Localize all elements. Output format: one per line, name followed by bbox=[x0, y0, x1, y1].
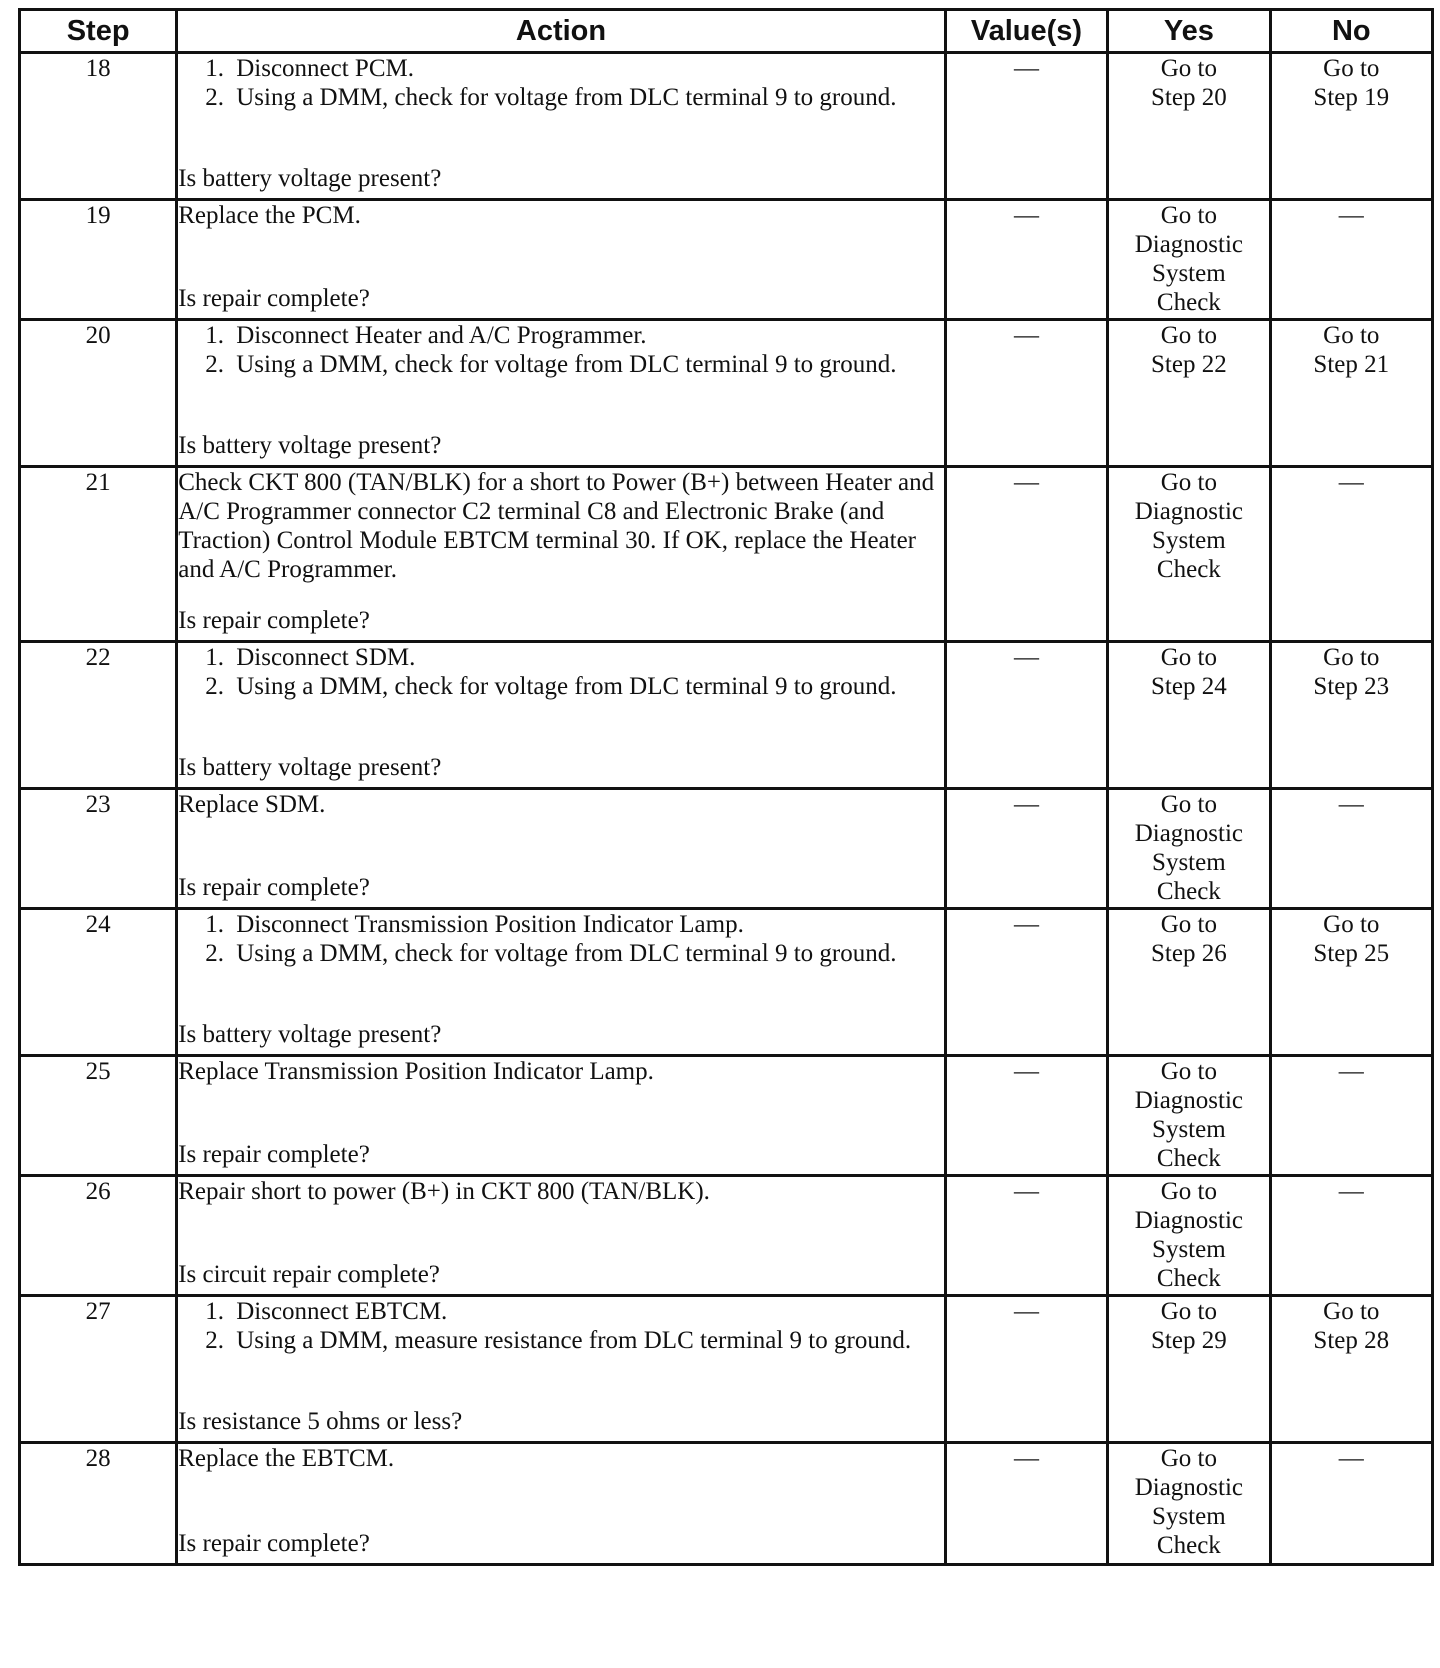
yes-result-line: System bbox=[1152, 849, 1226, 876]
yes-result-line: System bbox=[1152, 1116, 1226, 1143]
step-number: 22 bbox=[20, 642, 177, 789]
no-result-line: Step 19 bbox=[1313, 84, 1390, 111]
no-result-line: — bbox=[1338, 791, 1364, 818]
value-cell: — bbox=[945, 642, 1107, 789]
action-content bbox=[178, 321, 944, 460]
value-cell: — bbox=[945, 320, 1107, 467]
action-step-item: 1. Disconnect EBTCM. bbox=[230, 1297, 944, 1326]
value-cell: — bbox=[945, 467, 1107, 642]
no-cell bbox=[1270, 789, 1432, 909]
value-cell: — bbox=[945, 200, 1107, 320]
action-text: Replace Transmission Position Indicator Lamp. bbox=[178, 1058, 654, 1085]
action-question: Is repair complete? bbox=[178, 874, 370, 901]
action-text: Repair short to power (B+) in CKT 800 (TAN/BLK). bbox=[178, 1178, 710, 1205]
no-result-line: — bbox=[1338, 1445, 1364, 1472]
header-step: Step bbox=[20, 10, 177, 53]
yes-cell bbox=[1108, 909, 1270, 1056]
value-cell: — bbox=[945, 1056, 1107, 1176]
action-spacer bbox=[178, 112, 944, 164]
yes-result-line: Step 24 bbox=[1151, 673, 1227, 700]
action-question: Is battery voltage present? bbox=[178, 432, 442, 459]
yes-result-line: Step 22 bbox=[1151, 351, 1227, 378]
table-row bbox=[20, 909, 1433, 1056]
yes-result-line: Go to bbox=[1160, 1058, 1217, 1085]
yes-result-line: Check bbox=[1156, 289, 1221, 316]
step-number: 28 bbox=[20, 1443, 177, 1565]
yes-cell bbox=[1108, 642, 1270, 789]
action-cell bbox=[177, 909, 946, 1056]
action-step-item: 2. Using a DMM, check for voltage from DLC terminal 9 to ground. bbox=[230, 83, 944, 112]
no-result-line: Step 21 bbox=[1313, 351, 1390, 378]
yes-cell bbox=[1108, 53, 1270, 200]
value-cell: — bbox=[945, 53, 1107, 200]
header-action: Action bbox=[177, 10, 946, 53]
action-step-item: 2. Using a DMM, measure resistance from DLC terminal 9 to ground. bbox=[230, 1326, 944, 1355]
no-result-line: Go to bbox=[1323, 322, 1380, 349]
action-text: Check CKT 800 (TAN/BLK) for a short to Power (B+) between Heater and A/C Programmer connector C2 terminal C8 and Electronic Brake (and Traction) Control Module EBTCM terminal 30. If OK, replace the Heater and A/C Programmer. bbox=[178, 469, 935, 583]
action-content bbox=[178, 54, 944, 193]
action-content bbox=[178, 201, 944, 313]
action-cell bbox=[177, 1176, 946, 1296]
no-cell bbox=[1270, 467, 1432, 642]
no-cell bbox=[1270, 1056, 1432, 1176]
step-number: 20 bbox=[20, 320, 177, 467]
action-cell bbox=[177, 320, 946, 467]
action-steps-list bbox=[178, 1297, 944, 1355]
step-number: 21 bbox=[20, 467, 177, 642]
action-content bbox=[178, 910, 944, 1049]
action-step-item: 2. Using a DMM, check for voltage from DLC terminal 9 to ground. bbox=[230, 672, 944, 701]
no-result-line: Step 23 bbox=[1313, 673, 1390, 700]
step-number: 19 bbox=[20, 200, 177, 320]
action-question: Is repair complete? bbox=[178, 285, 370, 312]
yes-result-line: Check bbox=[1156, 1145, 1221, 1172]
value-cell: — bbox=[945, 909, 1107, 1056]
no-result-line: Step 25 bbox=[1313, 940, 1390, 967]
yes-result-line: Go to bbox=[1160, 911, 1217, 938]
action-content bbox=[178, 1057, 944, 1169]
yes-result-line: Go to bbox=[1160, 322, 1217, 349]
yes-cell bbox=[1108, 1296, 1270, 1443]
no-result-line: Go to bbox=[1323, 911, 1380, 938]
step-number: 18 bbox=[20, 53, 177, 200]
action-spacer bbox=[178, 1086, 944, 1140]
action-steps-list bbox=[178, 54, 944, 112]
table-row bbox=[20, 320, 1433, 467]
action-question: Is battery voltage present? bbox=[178, 754, 442, 781]
yes-result-line: Diagnostic bbox=[1134, 1474, 1244, 1501]
action-content bbox=[178, 643, 944, 782]
action-question: Is repair complete? bbox=[178, 607, 370, 634]
yes-result-line: Check bbox=[1156, 556, 1221, 583]
header-yes: Yes bbox=[1108, 10, 1270, 53]
no-cell bbox=[1270, 909, 1432, 1056]
value-cell: — bbox=[945, 789, 1107, 909]
action-cell bbox=[177, 1296, 946, 1443]
action-steps-list bbox=[178, 321, 944, 379]
action-step-item: 1. Disconnect Heater and A/C Programmer. bbox=[230, 321, 944, 350]
action-content bbox=[178, 1297, 944, 1436]
table-row bbox=[20, 1443, 1433, 1565]
yes-result-line: Diagnostic bbox=[1134, 820, 1244, 847]
action-cell bbox=[177, 642, 946, 789]
yes-result-line: Go to bbox=[1160, 1445, 1217, 1472]
yes-result-line: System bbox=[1152, 1236, 1226, 1263]
action-question: Is battery voltage present? bbox=[178, 1021, 442, 1048]
action-step-item: 1. Disconnect PCM. bbox=[230, 54, 944, 83]
yes-result-line: Go to bbox=[1160, 1298, 1217, 1325]
no-result-line: Go to bbox=[1323, 55, 1380, 82]
yes-result-line: Step 20 bbox=[1151, 84, 1227, 111]
yes-cell bbox=[1108, 320, 1270, 467]
header-no: No bbox=[1270, 10, 1432, 53]
yes-cell bbox=[1108, 467, 1270, 642]
action-spacer bbox=[178, 230, 944, 284]
yes-result-line: Check bbox=[1156, 1532, 1221, 1559]
action-steps-list bbox=[178, 643, 944, 701]
table-body bbox=[20, 53, 1433, 1565]
yes-result-line: Go to bbox=[1160, 1178, 1217, 1205]
table-row bbox=[20, 1176, 1433, 1296]
yes-result-line: System bbox=[1152, 260, 1226, 287]
yes-result-line: Diagnostic bbox=[1134, 498, 1244, 525]
yes-result-line: Go to bbox=[1160, 791, 1217, 818]
step-number: 23 bbox=[20, 789, 177, 909]
no-cell bbox=[1270, 1296, 1432, 1443]
yes-result-line: Diagnostic bbox=[1134, 1207, 1244, 1234]
yes-result-line: Step 26 bbox=[1151, 940, 1227, 967]
yes-result-line: Go to bbox=[1160, 469, 1217, 496]
action-content bbox=[178, 1177, 944, 1289]
action-text: Replace SDM. bbox=[178, 791, 326, 818]
step-number: 26 bbox=[20, 1176, 177, 1296]
no-result-line: — bbox=[1338, 469, 1364, 496]
yes-cell bbox=[1108, 1176, 1270, 1296]
table-row bbox=[20, 1296, 1433, 1443]
action-cell bbox=[177, 53, 946, 200]
no-cell bbox=[1270, 1443, 1432, 1565]
action-steps-list bbox=[178, 910, 944, 968]
action-step-item: 2. Using a DMM, check for voltage from DLC terminal 9 to ground. bbox=[230, 939, 944, 968]
diagnostic-table bbox=[18, 8, 1434, 1566]
action-step-item: 1. Disconnect SDM. bbox=[230, 643, 944, 672]
table-row bbox=[20, 642, 1433, 789]
action-spacer bbox=[178, 1473, 944, 1529]
action-question: Is battery voltage present? bbox=[178, 165, 442, 192]
no-cell bbox=[1270, 53, 1432, 200]
table-row bbox=[20, 789, 1433, 909]
no-result-line: — bbox=[1338, 1178, 1364, 1205]
action-spacer bbox=[178, 584, 944, 606]
no-result-line: — bbox=[1338, 202, 1364, 229]
action-spacer bbox=[178, 379, 944, 431]
step-number: 25 bbox=[20, 1056, 177, 1176]
value-cell: — bbox=[945, 1296, 1107, 1443]
yes-cell bbox=[1108, 200, 1270, 320]
action-cell bbox=[177, 467, 946, 642]
yes-result-line: Diagnostic bbox=[1134, 231, 1244, 258]
no-cell bbox=[1270, 200, 1432, 320]
action-content bbox=[178, 1444, 944, 1558]
action-cell bbox=[177, 1443, 946, 1565]
action-spacer bbox=[178, 968, 944, 1020]
yes-cell bbox=[1108, 789, 1270, 909]
action-question: Is repair complete? bbox=[178, 1141, 370, 1168]
yes-result-line: System bbox=[1152, 1503, 1226, 1530]
yes-result-line: Go to bbox=[1160, 202, 1217, 229]
header-values: Value(s) bbox=[945, 10, 1107, 53]
yes-result-line: Check bbox=[1156, 1265, 1221, 1292]
no-cell bbox=[1270, 320, 1432, 467]
yes-cell bbox=[1108, 1443, 1270, 1565]
action-cell bbox=[177, 200, 946, 320]
yes-result-line: Diagnostic bbox=[1134, 1087, 1244, 1114]
action-spacer bbox=[178, 819, 944, 873]
action-step-item: 1. Disconnect Transmission Position Indicator Lamp. bbox=[230, 910, 944, 939]
table-row bbox=[20, 200, 1433, 320]
action-question: Is resistance 5 ohms or less? bbox=[178, 1408, 463, 1435]
no-cell bbox=[1270, 642, 1432, 789]
action-text: Replace the EBTCM. bbox=[178, 1445, 395, 1472]
no-result-line: Go to bbox=[1323, 1298, 1380, 1325]
action-text: Replace the PCM. bbox=[178, 202, 361, 229]
step-number: 24 bbox=[20, 909, 177, 1056]
no-result-line: — bbox=[1338, 1058, 1364, 1085]
yes-result-line: Go to bbox=[1160, 644, 1217, 671]
action-cell bbox=[177, 1056, 946, 1176]
action-content bbox=[178, 790, 944, 902]
no-result-line: Step 28 bbox=[1313, 1327, 1390, 1354]
action-cell bbox=[177, 789, 946, 909]
step-number: 27 bbox=[20, 1296, 177, 1443]
yes-result-line: Step 29 bbox=[1151, 1327, 1227, 1354]
value-cell: — bbox=[945, 1443, 1107, 1565]
action-question: Is repair complete? bbox=[178, 1530, 370, 1557]
action-question: Is circuit repair complete? bbox=[178, 1261, 440, 1288]
yes-result-line: Go to bbox=[1160, 55, 1217, 82]
diagnostic-table-page bbox=[18, 8, 1434, 1566]
yes-cell bbox=[1108, 1056, 1270, 1176]
table-row bbox=[20, 1056, 1433, 1176]
table-row bbox=[20, 53, 1433, 200]
action-content bbox=[178, 468, 944, 635]
no-result-line: Go to bbox=[1323, 644, 1380, 671]
action-spacer bbox=[178, 1206, 944, 1260]
yes-result-line: System bbox=[1152, 527, 1226, 554]
action-spacer bbox=[178, 701, 944, 753]
action-spacer bbox=[178, 1355, 944, 1407]
yes-result-line: Check bbox=[1156, 878, 1221, 905]
table-row bbox=[20, 467, 1433, 642]
action-step-item: 2. Using a DMM, check for voltage from DLC terminal 9 to ground. bbox=[230, 350, 944, 379]
header-row bbox=[20, 10, 1433, 53]
value-cell: — bbox=[945, 1176, 1107, 1296]
no-cell bbox=[1270, 1176, 1432, 1296]
